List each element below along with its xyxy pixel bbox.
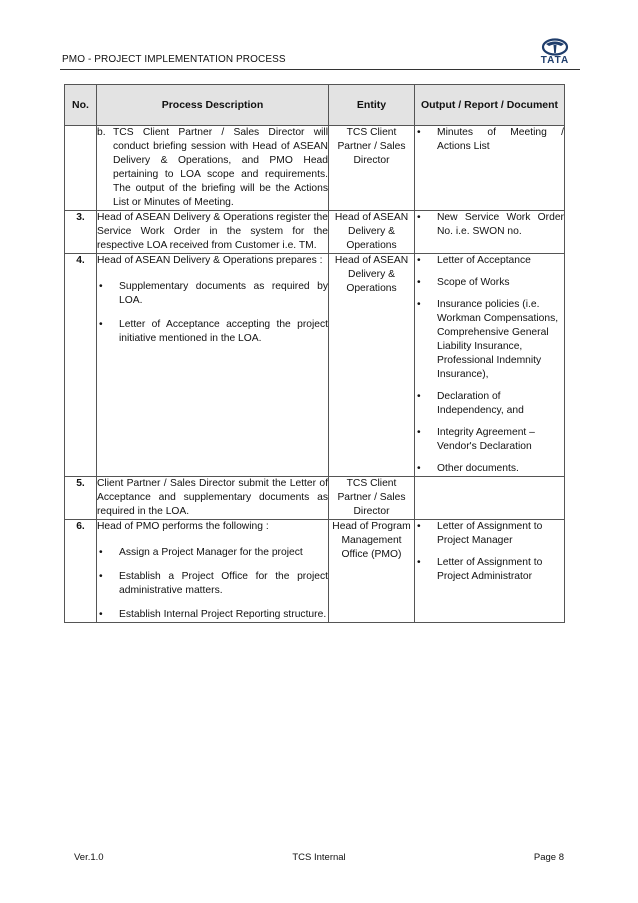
description-text: Head of PMO performs the following : bbox=[97, 521, 269, 532]
item-letter: b. bbox=[97, 127, 106, 138]
output-item: • New Service Work Order No. i.e. SWON no. bbox=[415, 211, 564, 239]
row-output bbox=[415, 211, 565, 254]
output-item: • Scope of Works bbox=[415, 276, 564, 290]
row-output bbox=[415, 520, 565, 623]
output-item: • Letter of Acceptance bbox=[415, 254, 564, 268]
header-entity: Entity bbox=[329, 85, 415, 126]
description-text: TCS Client Partner / Sales Director will conduct briefing session with Head of ASEAN Delivery & Operations, and PMO Head pertaining to LOA scope and requirements. The output of the briefing will be the Actions List or Minutes of Meeting. bbox=[113, 127, 328, 208]
description-text: Client Partner / Sales Director submit the Letter of Acceptance and supplementary documents as required in the LOA. bbox=[97, 478, 328, 517]
description-bullet: • Establish a Project Office for the project administrative matters. bbox=[97, 570, 328, 598]
footer-page-number: Page 8 bbox=[533, 852, 564, 863]
row-number: 6. bbox=[65, 520, 97, 623]
row-output bbox=[415, 126, 565, 211]
description-bullet: • Establish Internal Project Reporting structure. bbox=[97, 608, 328, 622]
output-item: • Letter of Assignment to Project Manager bbox=[415, 520, 564, 548]
row-description bbox=[97, 520, 329, 623]
row-entity: TCS Client Partner / Sales Director bbox=[329, 477, 415, 520]
row-description bbox=[97, 126, 329, 211]
row-entity: TCS Client Partner / Sales Director bbox=[329, 126, 415, 211]
row-output bbox=[415, 477, 565, 520]
row-number: 4. bbox=[65, 254, 97, 477]
description-text: Head of ASEAN Delivery & Operations register the Service Work Order in the system for the respective LOA received from Customer i.e. TM. bbox=[97, 212, 328, 251]
table-row bbox=[65, 126, 565, 211]
row-description bbox=[97, 477, 329, 520]
output-item: • Declaration of Independency, and bbox=[415, 390, 564, 418]
output-item: • Letter of Assignment to Project Administrator bbox=[415, 556, 564, 584]
row-description bbox=[97, 254, 329, 477]
output-item: • Insurance policies (i.e. Workman Compensations, Comprehensive General Liability Insurance, Professional Indemnity Insurance), bbox=[415, 298, 564, 382]
header-no: No. bbox=[65, 85, 97, 126]
row-description bbox=[97, 211, 329, 254]
table-header-row bbox=[65, 85, 565, 126]
row-number: 3. bbox=[65, 211, 97, 254]
row-output bbox=[415, 254, 565, 477]
document-title: PMO - PROJECT IMPLEMENTATION PROCESS bbox=[62, 54, 286, 65]
row-number bbox=[65, 126, 97, 211]
logo-text: TATA bbox=[540, 55, 570, 66]
page-header bbox=[60, 38, 580, 70]
row-entity: Head of ASEAN Delivery & Operations bbox=[329, 211, 415, 254]
header-description: Process Description bbox=[97, 85, 329, 126]
tata-emblem-icon bbox=[530, 38, 580, 56]
process-table bbox=[64, 84, 565, 623]
output-item: • Minutes of Meeting / Actions List bbox=[415, 126, 564, 154]
header-output: Output / Report / Document bbox=[415, 85, 565, 126]
description-bullet: • Assign a Project Manager for the project bbox=[97, 546, 328, 560]
output-item: • Other documents. bbox=[415, 462, 564, 476]
row-entity: Head of ASEAN Delivery & Operations bbox=[329, 254, 415, 477]
description-bullet: • Supplementary documents as required by LOA. bbox=[97, 280, 328, 308]
table-row bbox=[65, 211, 565, 254]
table-row bbox=[65, 520, 565, 623]
table-row bbox=[65, 477, 565, 520]
tata-logo bbox=[530, 38, 580, 68]
description-bullet: • Letter of Acceptance accepting the project initiative mentioned in the LOA. bbox=[97, 318, 328, 346]
table-row bbox=[65, 254, 565, 477]
footer-version: Ver.1.0 bbox=[74, 852, 104, 863]
description-text: Head of ASEAN Delivery & Operations prepares : bbox=[97, 255, 323, 266]
row-entity: Head of Program Management Office (PMO) bbox=[329, 520, 415, 623]
row-number: 5. bbox=[65, 477, 97, 520]
footer-classification: TCS Internal bbox=[292, 852, 346, 863]
header-rule bbox=[60, 69, 580, 70]
output-item: • Integrity Agreement – Vendor's Declaration bbox=[415, 426, 564, 454]
